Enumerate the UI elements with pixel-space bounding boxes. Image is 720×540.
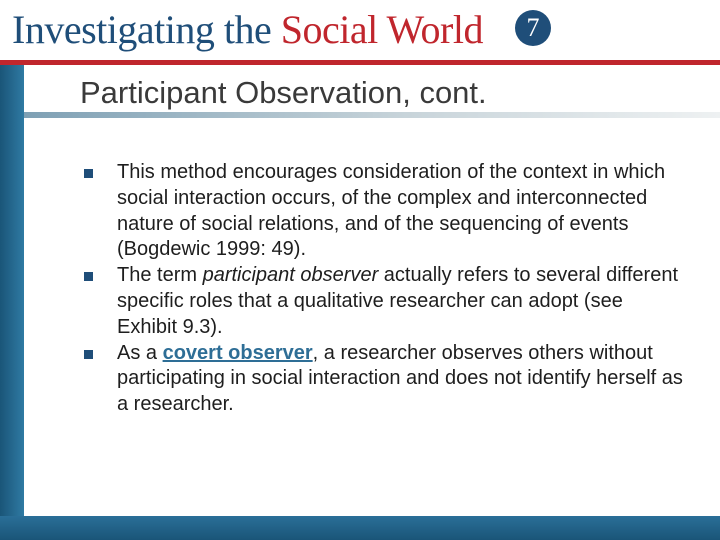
bullet-item — [84, 341, 684, 418]
book-title-part1: Investigating the — [12, 7, 281, 52]
bullet-text-before: The term — [117, 264, 203, 287]
header-divider — [0, 60, 720, 65]
bullet-item — [84, 263, 684, 340]
header-banner — [0, 0, 720, 62]
square-bullet-icon — [84, 350, 93, 359]
bullet-text-after: actually refers to several different specific roles that a qualitative researcher can adopt (see Exhibit 9.3). — [117, 264, 679, 338]
left-accent-bar — [0, 65, 24, 540]
square-bullet-icon — [84, 272, 93, 281]
bullet-list — [84, 160, 684, 418]
bullet-text-before: As a — [117, 341, 163, 364]
bottom-accent-bar — [0, 516, 720, 540]
slide-title: Participant Observation, cont. — [80, 75, 487, 110]
book-title — [12, 6, 483, 54]
bullet-item — [84, 160, 684, 263]
glossary-term-link[interactable]: covert observer — [162, 341, 313, 364]
title-underline — [24, 112, 720, 118]
square-bullet-icon — [84, 169, 93, 178]
bullet-text: This method encourages consideration of the context in which social interaction occurs, of the complex and interconnected nature of social relations, and of the sequencing of events (Bogdewic 1999: 49). — [117, 161, 666, 261]
edition-badge: 7 — [515, 10, 551, 46]
book-title-part2: Social World — [280, 7, 483, 52]
emphasized-term: participant observer — [202, 264, 379, 287]
bullet-text-after: , a researcher observes others without participating in social interaction and does not identify herself as a researcher. — [117, 341, 683, 416]
